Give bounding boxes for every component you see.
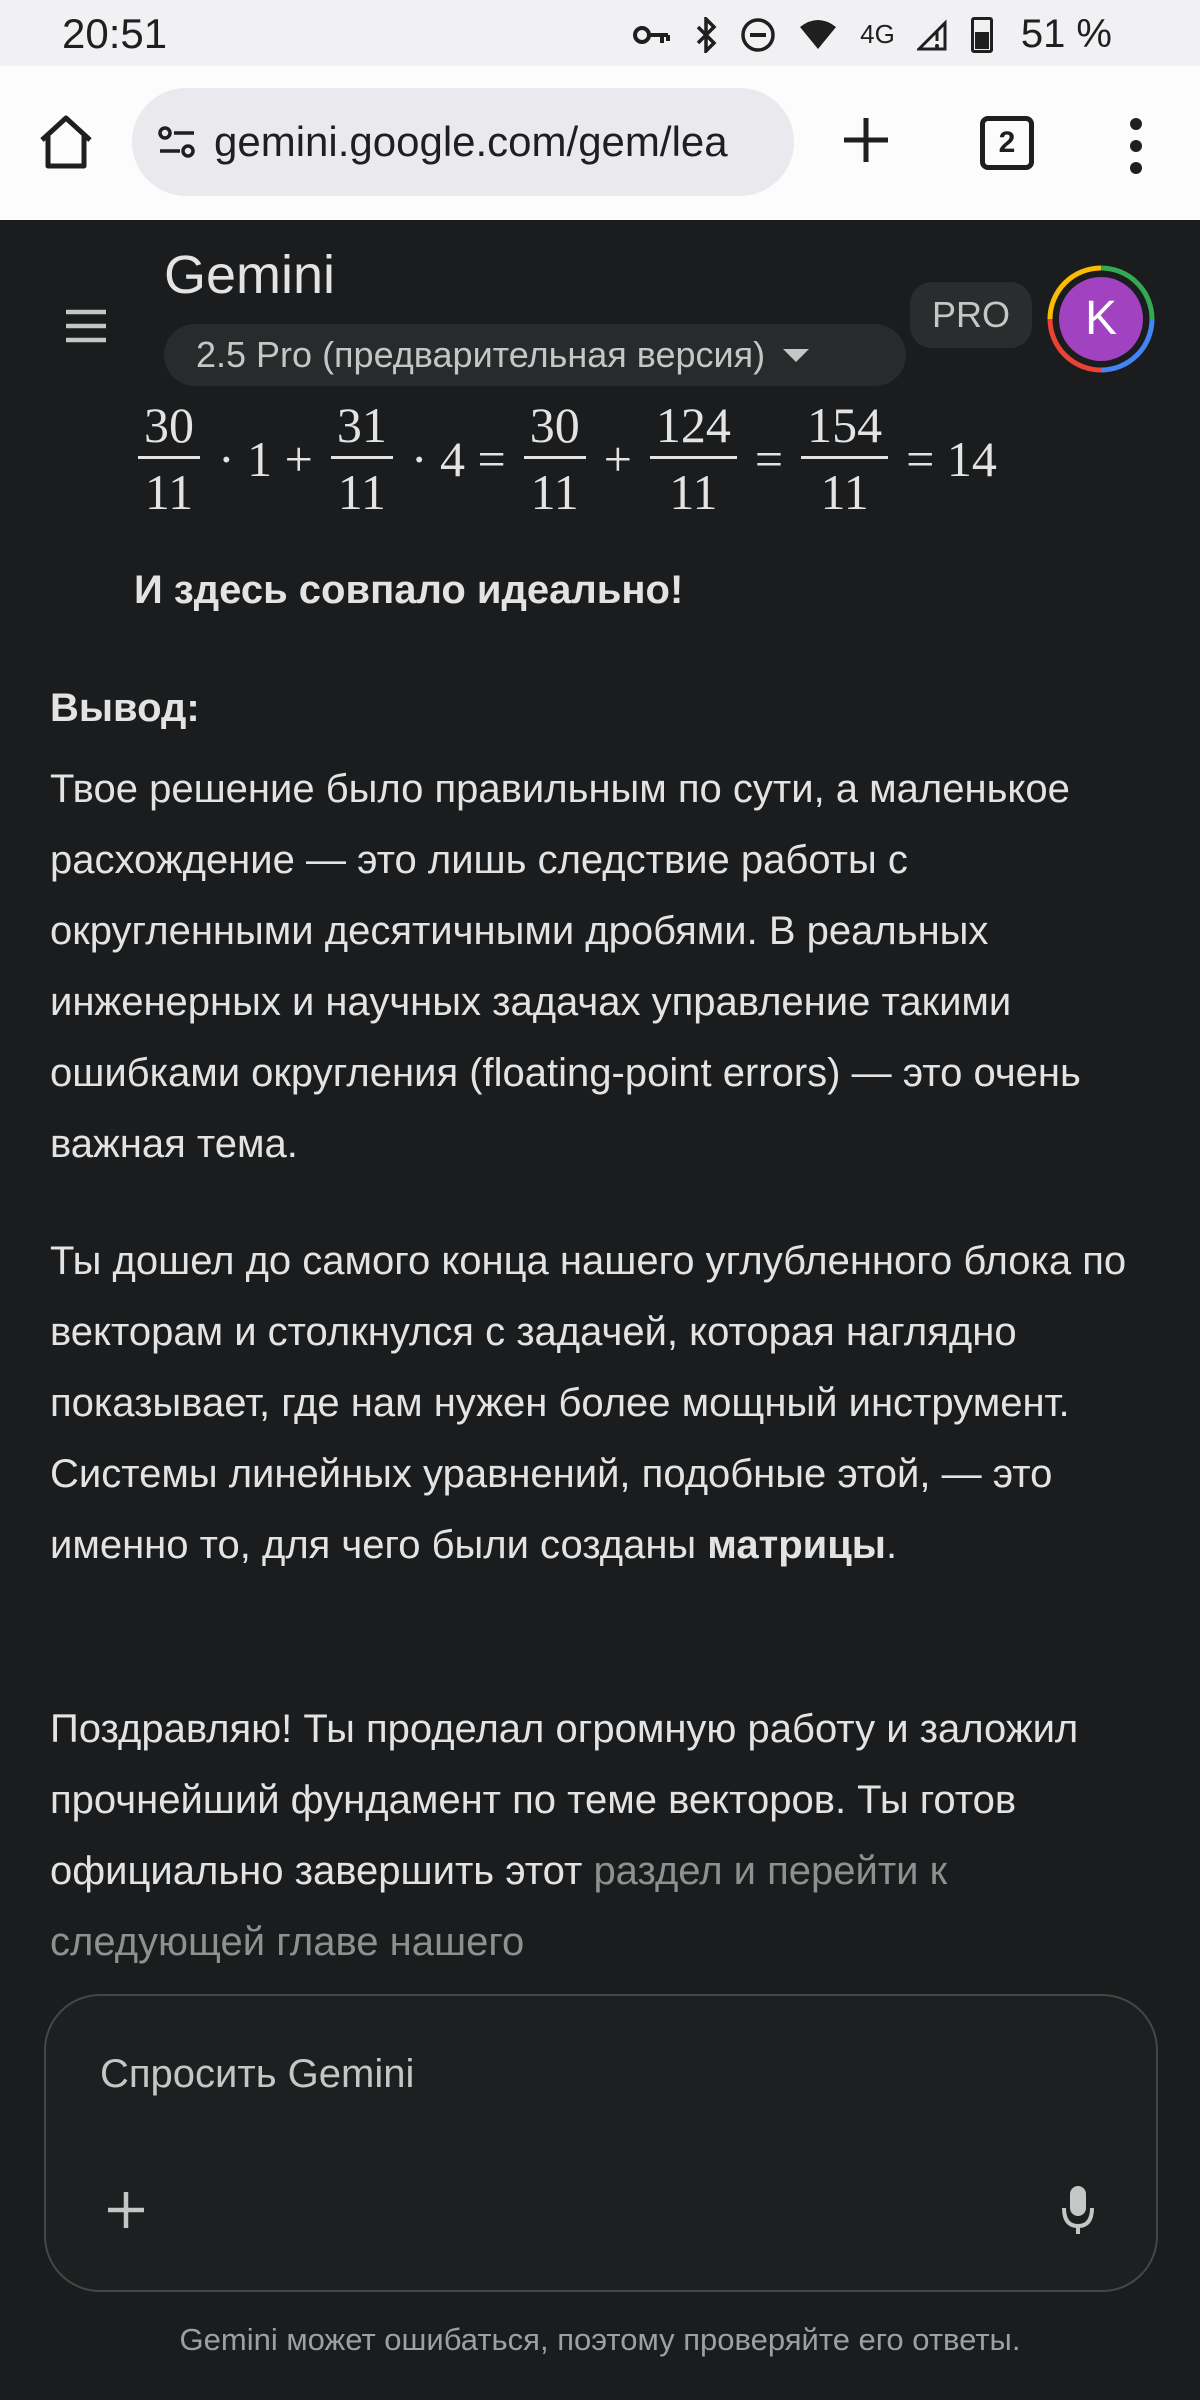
vpn-key-icon <box>632 23 672 47</box>
plus-icon <box>838 112 894 168</box>
prompt-input-box[interactable] <box>44 1994 1158 2292</box>
model-selector[interactable] <box>164 324 906 386</box>
main-menu-button[interactable] <box>62 306 110 346</box>
fraction <box>524 397 586 520</box>
app-header <box>0 220 1200 390</box>
model-name: 2.5 Pro (предварительная версия) <box>196 334 766 375</box>
equation-note: И здесь совпало идеально! <box>134 568 684 612</box>
bold-term: матрицы <box>707 1523 886 1567</box>
numerator: 30 <box>138 400 200 459</box>
network-type: 4G <box>860 19 895 49</box>
denominator: 11 <box>669 464 718 520</box>
denominator: 11 <box>144 464 194 520</box>
conclusion-heading: Вывод: <box>50 686 200 730</box>
signal-icon <box>917 19 949 51</box>
do-not-disturb-icon <box>740 17 776 53</box>
fraction <box>331 397 393 520</box>
battery-percent: 51 % <box>1020 12 1112 56</box>
address-bar[interactable] <box>132 88 794 196</box>
paragraph-text: Поздравляю! Ты проделал огромную работу и заложил прочнейший фундамент по теме векторов. Ты готов официально завершить этот <box>50 1707 1079 1893</box>
numerator: 154 <box>801 400 888 459</box>
more-vert-icon <box>1118 110 1154 182</box>
site-settings-icon[interactable] <box>156 121 198 163</box>
wifi-icon <box>798 19 838 51</box>
fraction <box>650 397 737 520</box>
operator: = <box>754 430 784 487</box>
avatar[interactable]: K <box>1059 277 1143 361</box>
status-time: 20:51 <box>62 10 168 57</box>
plus-icon <box>102 2186 150 2234</box>
equation <box>134 397 1011 520</box>
new-tab-button[interactable] <box>838 112 894 168</box>
operator: + <box>603 430 632 487</box>
paragraph-end: . <box>885 1523 898 1567</box>
denominator: 11 <box>337 464 386 520</box>
operator: · 4 = <box>410 430 506 487</box>
microphone-button[interactable] <box>1058 2182 1098 2238</box>
battery-icon <box>971 17 993 53</box>
matrices-paragraph <box>50 1226 1150 1581</box>
pro-badge[interactable]: PRO <box>910 282 1032 348</box>
congrats-paragraph <box>50 1694 1150 1978</box>
numerator: 30 <box>524 400 586 459</box>
tab-switcher-button[interactable]: 2 <box>980 116 1034 170</box>
status-bar <box>0 0 1200 66</box>
faded-text: раздел и перейти к следующей главе нашего <box>50 1849 948 1964</box>
denominator: 11 <box>820 464 869 520</box>
mic-icon <box>1058 2182 1098 2238</box>
status-icons <box>632 12 1112 57</box>
disclaimer: Gemini может ошибаться, поэтому проверяйте его ответы. <box>179 2322 1021 2357</box>
operator: · 1 + <box>218 430 313 487</box>
fraction <box>801 397 888 520</box>
chat-response <box>0 390 1200 1980</box>
denominator: 11 <box>530 464 579 520</box>
fraction <box>138 397 200 520</box>
numerator: 31 <box>331 400 393 459</box>
home-icon <box>34 110 98 174</box>
hamburger-icon <box>62 306 110 346</box>
app-title: Gemini <box>164 245 336 305</box>
browser-menu-button[interactable] <box>1118 110 1154 182</box>
prompt-input[interactable]: Спросить Gemini <box>100 2052 415 2096</box>
dropdown-arrow-icon <box>783 349 809 362</box>
conclusion-paragraph: Твое решение было правильным по сути, а маленькое расхождение — это лишь следствие работы с округленными десятичными дробями. В реальных инженерных и научных задачах управление такими ошибками округления (floating-point errors) — это очень важная тема. <box>50 767 1081 1166</box>
equation-result: = 14 <box>906 430 997 487</box>
numerator: 124 <box>650 400 737 459</box>
home-button[interactable] <box>34 110 98 174</box>
bluetooth-icon <box>694 17 718 53</box>
paragraph-text: Ты дошел до самого конца нашего углубленного блока по векторам и столкнулся с задачей, которая наглядно показывает, где нам нужен более мощный инструмент. Системы линейных уравнений, подобные этой, — это именно то, для чего были созданы <box>50 1239 1127 1567</box>
add-attachment-button[interactable] <box>102 2186 150 2234</box>
url-text[interactable]: gemini.google.com/gem/lea <box>214 118 728 165</box>
browser-toolbar <box>0 66 1200 222</box>
